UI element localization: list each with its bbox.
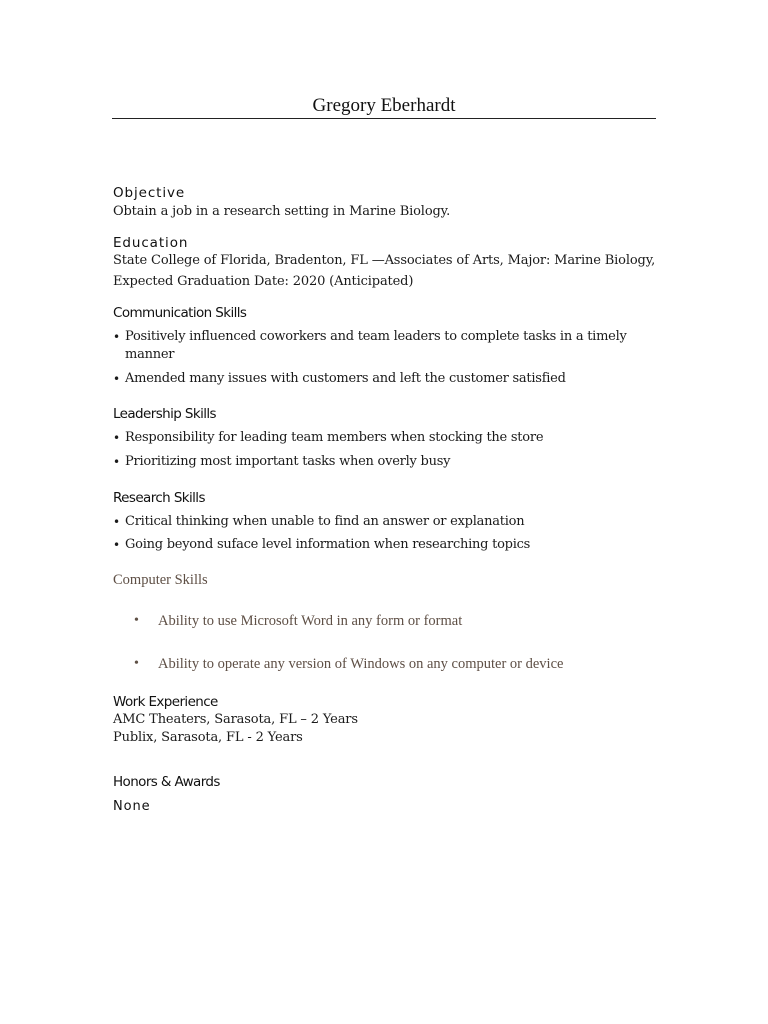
objective-heading: Objective — [113, 185, 186, 201]
research-item-1: Critical thinking when unable to find an answer or explanation — [125, 514, 525, 529]
computer-item-2: Ability to operate any version of Windows on any computer or device — [158, 656, 564, 672]
communication-item-2: Amended many issues with customers and left the customer satisfied — [125, 371, 566, 386]
education-line-1: State College of Florida, Bradenton, FL —Associates of Arts, Major: Marine Biology, — [113, 253, 656, 268]
research-heading: Research Skills — [113, 490, 205, 506]
header-divider — [112, 118, 656, 119]
communication-heading: Communication Skills — [113, 305, 247, 321]
leadership-item-2: Prioritizing most important tasks when overly busy — [125, 454, 451, 469]
leadership-heading: Leadership Skills — [113, 406, 216, 422]
education-line-2: Expected Graduation Date: 2020 (Anticipated) — [113, 274, 414, 289]
work-item-1: AMC Theaters, Sarasota, FL – 2 Years — [113, 712, 358, 727]
honors-heading: Honors & Awards — [113, 774, 220, 790]
bullet-icon: • — [113, 330, 121, 344]
objective-text: Obtain a job in a research setting in Marine Biology. — [113, 204, 451, 219]
education-heading: Education — [113, 235, 189, 251]
communication-item-1-line-2: manner — [125, 347, 175, 362]
bullet-icon: • — [134, 613, 139, 628]
resume-name: Gregory Eberhardt — [312, 95, 456, 116]
bullet-icon: • — [134, 656, 139, 671]
work-item-2: Publix, Sarasota, FL - 2 Years — [113, 730, 303, 745]
bullet-icon: • — [113, 431, 121, 445]
bullet-icon: • — [113, 515, 121, 529]
bullet-icon: • — [113, 372, 121, 386]
leadership-item-1: Responsibility for leading team members when stocking the store — [125, 430, 544, 445]
bullet-icon: • — [113, 538, 121, 552]
research-item-2: Going beyond suface level information when researching topics — [125, 537, 531, 552]
bullet-icon: • — [113, 455, 121, 469]
honors-text: None — [113, 799, 151, 814]
communication-item-1-line-1: Positively influenced coworkers and team leaders to complete tasks in a timely — [125, 329, 627, 344]
computer-item-1: Ability to use Microsoft Word in any form or format — [158, 613, 463, 629]
work-heading: Work Experience — [113, 694, 218, 710]
computer-heading: Computer Skills — [113, 572, 208, 588]
